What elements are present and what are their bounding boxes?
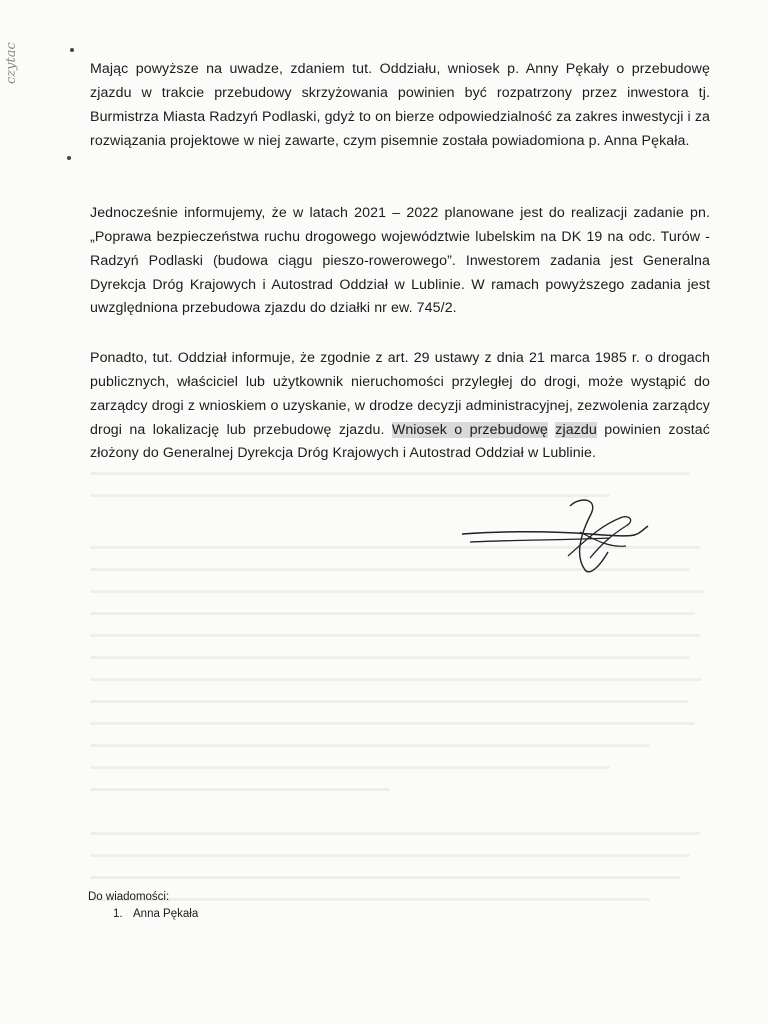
paragraph-1: Mając powyższe na uwadze, zdaniem tut. Oddziału, wniosek p. Anny Pękały o przebudowę zjazdu w trakcie przebudowy skrzyżowania powinien być rozpatrzony przez inwestora tj. Burmistrza Miasta Radzyń Podlaski, gdyż to on bierze odpowiedzialność za zakres inwestycji i za rozwiązania projektowe w niej zawarte, czym pisemnie została powiadomiona p. Anna Pękała. (90, 61, 710, 149)
cc-item (88, 906, 198, 923)
highlighted-phrase: zjazdu (555, 421, 597, 438)
signature (450, 496, 650, 586)
paragraph-3-text: Ponadto, tut. Oddział informuje, że zgodnie z art. 29 ustawy z dnia 21 marca 1985 r. o drogach publicznych, właściciel lub użytkownik nieruchomości przyległej do drogi, może wystąpić do zarządcy drogi z wnioskiem o uzyskanie, w drodze decyzji administracyjnej, zezwolenia zarządcy drogi na lokalizację lub przebudowę zjazdu. (90, 350, 710, 438)
highlighted-phrase: Wniosek o przebudowę (391, 421, 548, 438)
cc-label: Do wiadomości: (88, 891, 170, 903)
cc-item-number: 1. (113, 908, 123, 920)
cc-item-name: Anna Pękała (133, 908, 199, 920)
cc-list (88, 889, 198, 923)
margin-mark (70, 48, 74, 52)
paragraph-3-text: powinien zostać złożony do Generalnej Dyrekcja Dróg Krajowych i Autostrad Oddział w Lublinie. (90, 421, 710, 462)
paragraph-2: Jednocześnie informujemy, że w latach 2021 – 2022 planowane jest do realizacji zadanie pn. „Poprawa bezpieczeństwa ruchu drogowego województwie lubelskim na DK 19 na odc. Turów - Radzyń Podlaski (budowa ciągu pieszo-rowerowego”. Inwestorem zadania jest Generalna Dyrekcja Dróg Krajowych i Autostrad Oddział w Lublinie. W ramach powyższego zadania jest uwzględniona przebudowa zjazdu do działki nr ew. 745/2. (90, 205, 710, 317)
margin-mark (67, 156, 71, 160)
paragraph-3 (90, 347, 710, 466)
margin-handwritten-note: czytac (4, 42, 19, 84)
